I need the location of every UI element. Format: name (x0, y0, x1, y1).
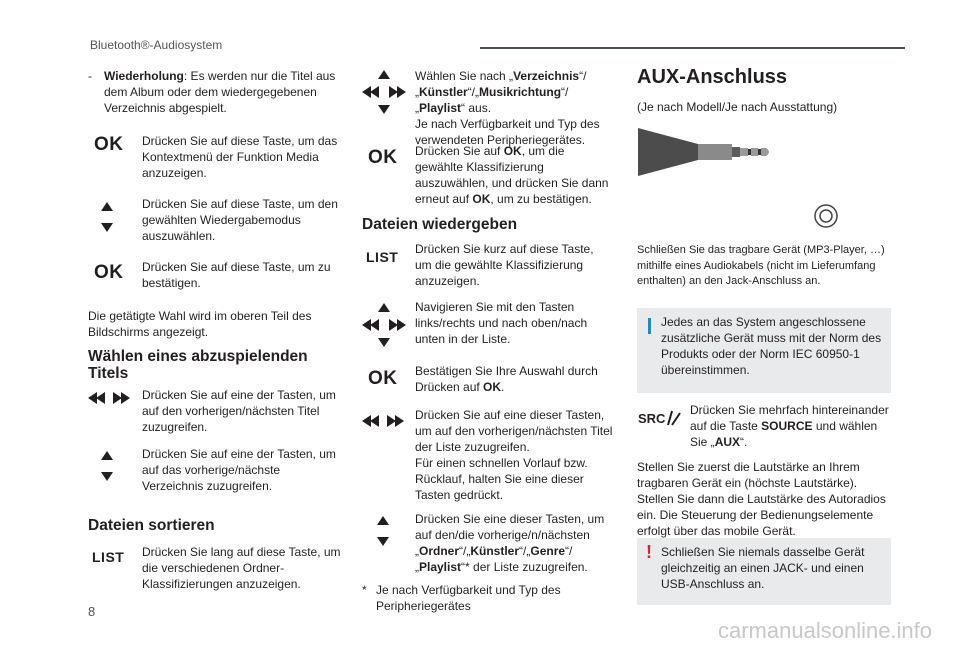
wiederholung-item: - Wiederholung: Es werden nur die Titel aus dem Album oder dem wiedergegebenen Verzeichnis abgespielt. (88, 69, 336, 115)
heading-sortieren: Dateien sortieren (88, 517, 215, 534)
src-label: SRC (638, 411, 666, 426)
heading-waehlen: Wählen eines abzuspielenden Titels (88, 348, 308, 382)
aux-connect-description: Schließen Sie das tragbare Gerät (MP3-Player, …) mithilfe eines Audiokabels (nicht im Lieferumfang enthalten) an den Jack-Anschluss an. (637, 244, 885, 287)
up-down-arrows-icon (376, 516, 390, 546)
warning-icon: ! (646, 542, 652, 562)
lr2-description: Drücken Sie auf eine dieser Tasten, um auf den vorherigen/nächsten Titel der Liste zuzugreifen. Für einen schnellen Vorlauf bzw. Rücklauf, halten Sie eine dieser Tasten gedrückt. (415, 408, 613, 502)
info-box (637, 308, 891, 393)
updown1-description: Drücken Sie auf diese Taste, um den gewählten Wiedergabemodus auszuwählen. (142, 197, 338, 243)
four-way-arrows-icon (362, 70, 406, 114)
ok-button-icon: OK (94, 134, 124, 155)
left-right-arrows-icon (88, 391, 130, 405)
footnote: * Je nach Verfügbarkeit und Typ des Peripheriegerätes (362, 583, 561, 613)
warning-box (637, 538, 891, 605)
cross2-description: Navigieren Sie mit den Tasten links/rechts und nach oben/nach unten in der Liste. (415, 300, 588, 346)
watermark: carmanualsonline.info (718, 618, 933, 643)
jack-plug-icon (638, 120, 848, 230)
up-down-arrows-icon (100, 451, 114, 481)
warning-text: Schließen Sie niemals dasselbe Gerät gleichzeitig an einen JACK- und einen USB-Anschluss an. (661, 545, 865, 591)
ok-button-icon: OK (368, 147, 398, 168)
list-button-icon: LIST (366, 249, 399, 265)
ok4-description: Bestätigen Sie Ihre Auswahl durch Drücken auf OK. (415, 364, 598, 394)
src-description: Drücken Sie mehrfach hintereinander auf die Taste SOURCE und wählen Sie „AUX“. (690, 403, 889, 449)
list1-description: Drücken Sie lang auf diese Taste, um die verschiedenen Ordner-Klassifizierungen anzuzeigen. (142, 545, 341, 591)
ud3-description: Drücken Sie eine dieser Tasten, um auf den/die vorherige/n/nächsten „Ordner“/„Künstler“/„Genre“/„Playlist“* der Liste zuzugreifen. (415, 512, 605, 574)
updown2-description: Drücken Sie auf eine der Tasten, um auf das vorherige/nächste Verzeichnis zuzugreifen. (142, 447, 336, 493)
up-down-arrows-icon (100, 202, 114, 232)
ok-button-icon: OK (368, 368, 398, 389)
header-rule (480, 47, 905, 49)
info-text: Jedes an das System angeschlossene zusätzliche Gerät muss mit der Norm des Produkts oder der Norm IEC 60950-1 übereinstimmen. (661, 315, 882, 377)
four-way-arrows-icon (362, 303, 406, 347)
ok2-description: Drücken Sie auf diese Taste, um zu bestätigen. (142, 260, 331, 290)
lr1-description: Drücken Sie auf eine der Tasten, um auf den vorherigen/nächsten Titel zuzugreifen. (142, 388, 336, 434)
volume-description: Stellen Sie zuerst die Lautstärke an Ihrem tragbaren Gerät ein (höchste Lautstärke). Stellen Sie dann die Lautstärke des Autoradios ein. Die Steuerung der Bedienungselemente erfolgt über das mobile Gerät. (637, 460, 886, 538)
ok1-description: Drücken Sie auf diese Taste, um das Kontextmenü der Funktion Media anzuzeigen. (142, 134, 338, 180)
section-header: Bluetooth®-Audiosystem (90, 38, 223, 52)
cross1-description: Wählen Sie nach „Verzeichnis“/„Künstler“/„Musikrichtung“/„Playlist“ aus. Je nach Verfügbarkeit und Typ des verwendeten Peripheriegerätes. (415, 69, 600, 147)
src-button-icon (638, 409, 682, 427)
wahl-description: Die getätigte Wahl wird im oberen Teil des Bildschirms angezeigt. (88, 309, 312, 339)
page-number: 8 (88, 604, 96, 619)
ok3-description: Drücken Sie auf OK, um die gewählte Klassifizierung auszuwählen, und drücken Sie dann erneut auf OK, um zu bestätigen. (415, 144, 609, 206)
heading-wiedergeben: Dateien wiedergeben (362, 216, 518, 233)
aux-subtitle: (Je nach Modell/Je nach Ausstattung) (637, 100, 838, 114)
list2-description: Drücken Sie kurz auf diese Taste, um die gewählte Klassifizierung anzuzeigen. (415, 242, 594, 288)
heading-aux: AUX-Anschluss (637, 66, 788, 88)
info-icon (648, 318, 651, 334)
left-right-arrows-icon (362, 414, 404, 428)
list-button-icon: LIST (92, 549, 125, 565)
wiederholung-label: Wiederholung (104, 69, 184, 83)
ok-button-icon: OK (94, 262, 124, 283)
